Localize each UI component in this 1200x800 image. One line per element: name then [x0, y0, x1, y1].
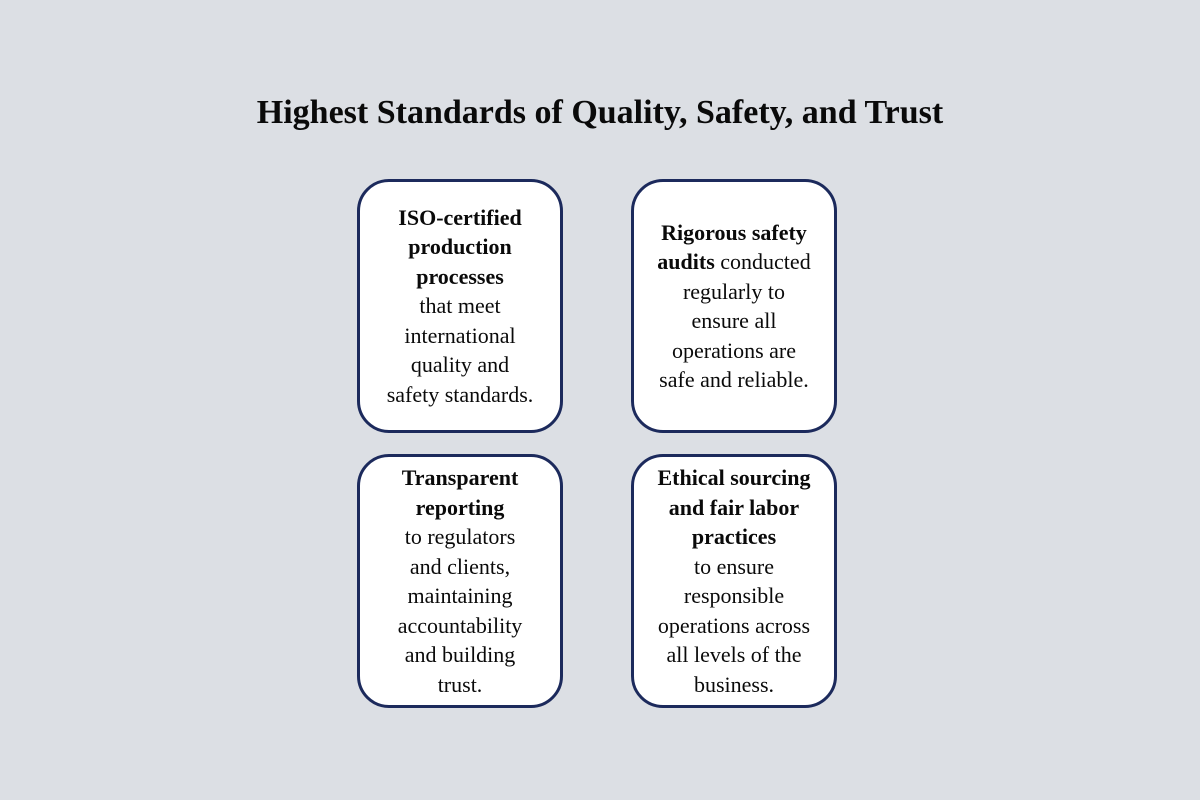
- card-body-line: ensure all: [691, 308, 777, 333]
- card-body-line: to ensure: [693, 553, 774, 579]
- card-body-line: quality and: [410, 352, 510, 378]
- card-bold-line: ISO-certified: [398, 204, 522, 230]
- card-text: [657, 463, 810, 699]
- card-body-line: safe and reliable.: [659, 367, 809, 392]
- card-body-line: regularly to: [682, 278, 785, 304]
- card-body-line: responsible: [683, 583, 785, 608]
- card-safety-audits: [631, 179, 837, 433]
- card-text: [657, 218, 810, 395]
- card-body-line: international: [404, 322, 516, 348]
- card-body-line: business.: [693, 671, 775, 697]
- card-text: [398, 463, 523, 699]
- card-bold-line: production: [408, 234, 512, 260]
- card-bold-line: and fair labor: [668, 494, 800, 520]
- card-body-line: accountability: [397, 612, 523, 638]
- card-iso-certified: [357, 179, 563, 433]
- card-body-line: and clients,: [409, 553, 511, 579]
- card-bold-line: Ethical sourcing: [657, 465, 811, 490]
- card-bold-line: Rigorous safety: [661, 219, 807, 245]
- card-body-line: that meet: [419, 293, 501, 319]
- card-body-line: maintaining: [407, 583, 513, 608]
- card-bold-line: reporting: [415, 494, 505, 520]
- card-body-line: trust.: [437, 671, 483, 697]
- card-body-line: operations are: [671, 337, 796, 363]
- card-bold-line: practices: [691, 524, 777, 549]
- card-body-inline: conducted: [714, 249, 811, 274]
- card-bold-line: audits: [657, 249, 715, 274]
- card-body-line: operations across: [657, 612, 811, 638]
- card-body-line: all levels of the: [666, 642, 802, 667]
- card-bold-line: Transparent: [401, 465, 519, 490]
- card-text: [387, 203, 534, 410]
- card-body-line: safety standards.: [386, 381, 534, 407]
- card-ethical-sourcing: [631, 454, 837, 708]
- card-bold-line: processes: [416, 263, 504, 289]
- card-body-line: to regulators: [404, 524, 516, 549]
- card-transparent-reporting: [357, 454, 563, 708]
- page-title: Highest Standards of Quality, Safety, and Trust: [256, 94, 944, 131]
- card-body-line: and building: [404, 642, 516, 667]
